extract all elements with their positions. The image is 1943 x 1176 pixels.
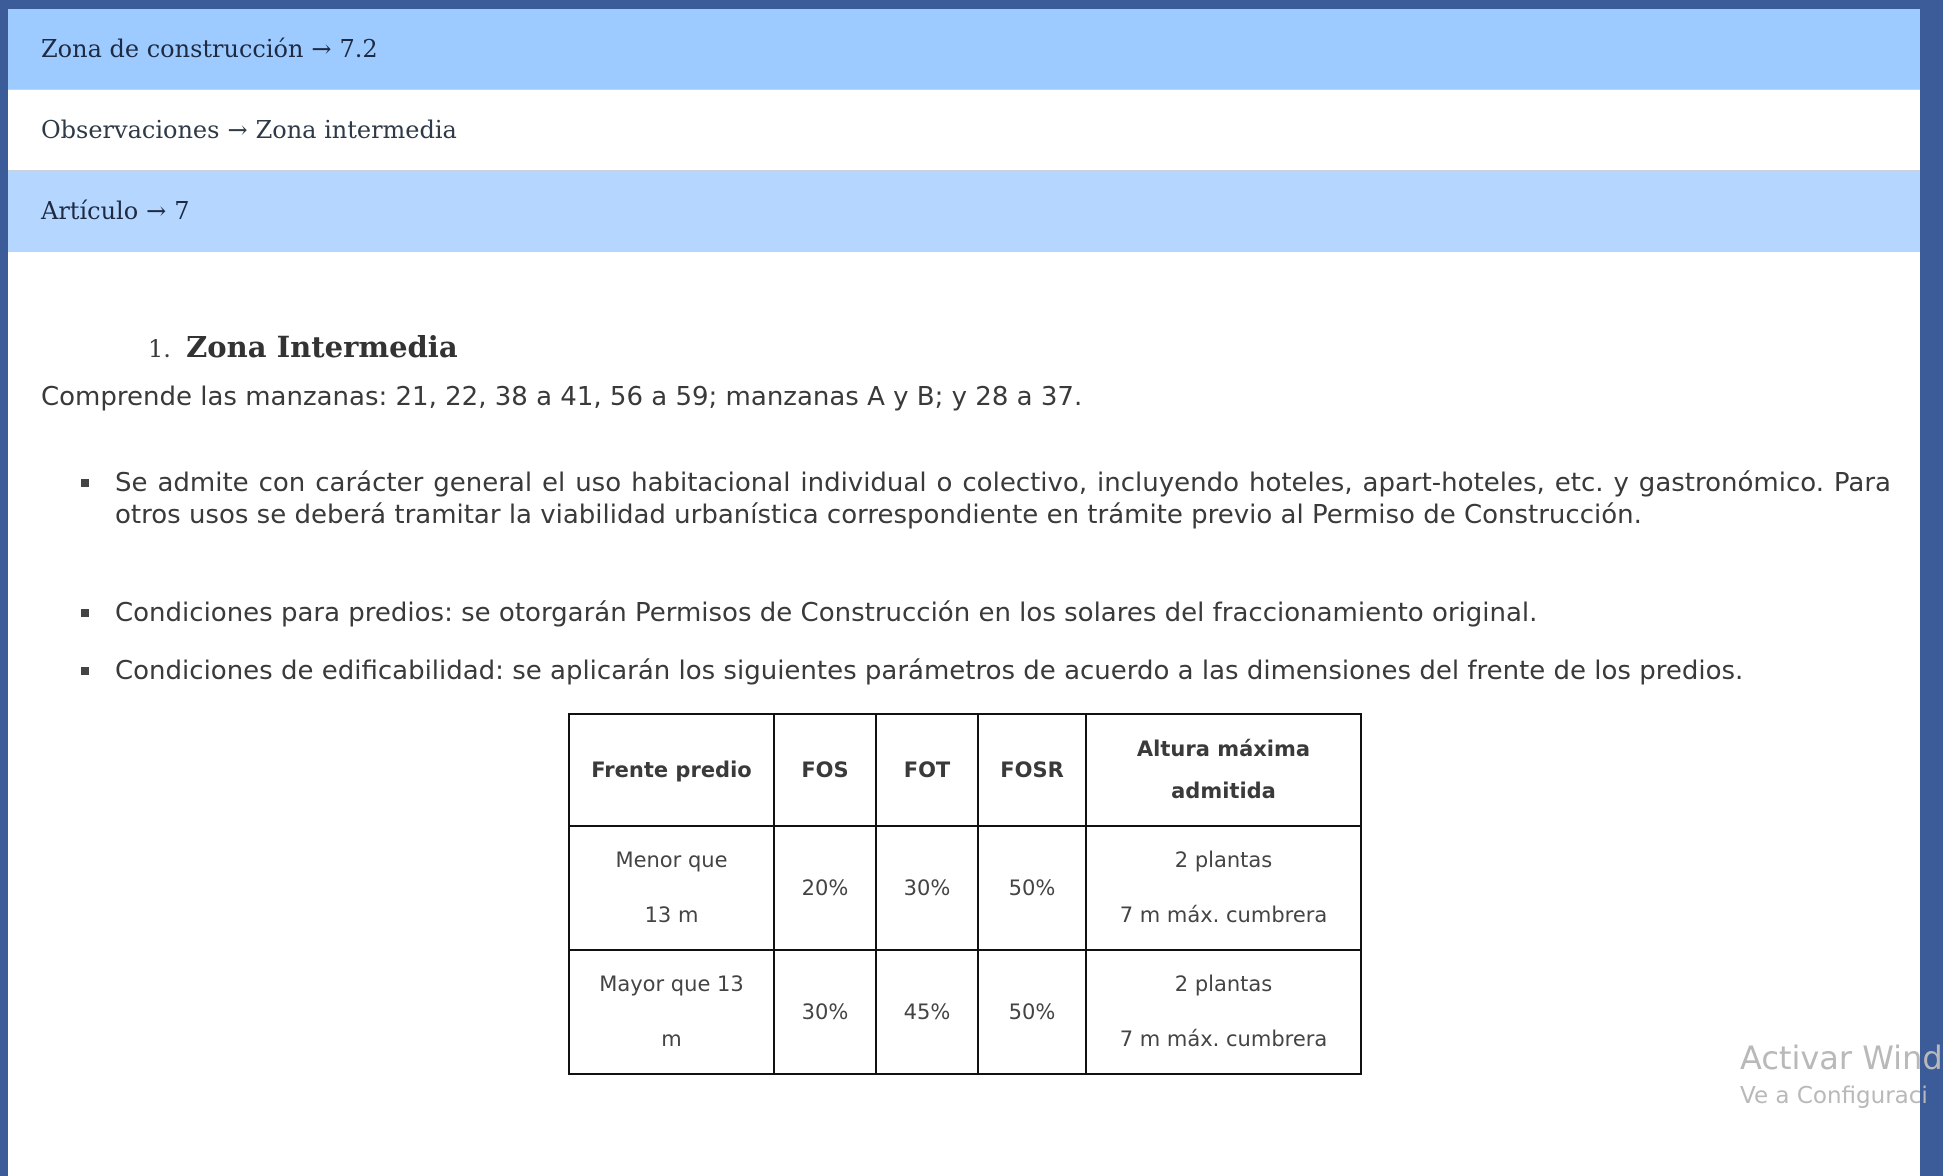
- property-row-observaciones: [8, 90, 1920, 171]
- list-item: [81, 655, 1743, 687]
- column-header: Altura máxima admitida: [1086, 714, 1361, 826]
- watermark-subtitle: Ve a Configuraci: [1740, 1083, 1928, 1109]
- column-header: FOS: [774, 714, 876, 826]
- property-value: Zona intermedia: [255, 116, 457, 144]
- property-row-zona: [8, 9, 1920, 90]
- column-header: Frente predio: [569, 714, 774, 826]
- property-key: Observaciones: [41, 116, 220, 144]
- column-header: FOT: [876, 714, 978, 826]
- section-number: 1.: [148, 335, 171, 363]
- arrow-icon: →: [146, 197, 167, 225]
- table-cell-fot: 30%: [876, 826, 978, 950]
- property-key: Zona de construcción: [41, 35, 304, 63]
- table-cell-altura: 2 plantas 7 m máx. cumbrera: [1086, 950, 1361, 1074]
- document-window: [8, 9, 1943, 1176]
- table-cell-fos: 30%: [774, 950, 876, 1074]
- table-cell-fosr: 50%: [978, 826, 1086, 950]
- list-item-text: Se admite con carácter general el uso habitacional individual o colectivo, incluyendo hoteles, apart-hoteles, etc. y gastronómico. Para otros usos se deberá tramitar la viabilidad urbanística correspondiente en trámite previo al Permiso de Construcción.: [115, 468, 1891, 530]
- list-item: [81, 467, 1891, 531]
- list-item: [81, 597, 1537, 629]
- table-cell-fosr: 50%: [978, 950, 1086, 1074]
- windows-activation-watermark: [1740, 1039, 1943, 1109]
- section-heading: [148, 330, 458, 364]
- property-value: 7.2: [339, 35, 378, 63]
- parameters-table: [568, 713, 1362, 1075]
- table-cell-fos: 20%: [774, 826, 876, 950]
- section-title: Zona Intermedia: [186, 330, 458, 364]
- table-cell-fot: 45%: [876, 950, 978, 1074]
- watermark-title: Activar Wind: [1740, 1039, 1943, 1077]
- property-value: 7: [174, 197, 190, 225]
- list-item-text: Condiciones de edificabilidad: se aplicarán los siguientes parámetros de acuerdo a las dimensiones del frente de los predios.: [115, 656, 1744, 686]
- table-cell-frente: Menor que 13 m: [569, 826, 774, 950]
- table-cell-frente: Mayor que 13 m: [569, 950, 774, 1074]
- arrow-icon: →: [227, 116, 248, 144]
- bullet-icon: [81, 609, 89, 617]
- table-header-row: [569, 714, 1361, 826]
- bullet-icon: [81, 479, 89, 487]
- property-row-articulo: [8, 171, 1920, 252]
- property-key: Artículo: [41, 197, 139, 225]
- arrow-icon: →: [311, 35, 332, 63]
- column-header: FOSR: [978, 714, 1086, 826]
- table-cell-altura: 2 plantas 7 m máx. cumbrera: [1086, 826, 1361, 950]
- bullet-icon: [81, 667, 89, 675]
- section-intro: Comprende las manzanas: 21, 22, 38 a 41, 56 a 59; manzanas A y B; y 28 a 37.: [41, 382, 1083, 412]
- list-item-text: Condiciones para predios: se otorgarán Permisos de Construcción en los solares del fraccionamiento original.: [115, 598, 1538, 628]
- table-row: [569, 826, 1361, 950]
- table-row: [569, 950, 1361, 1074]
